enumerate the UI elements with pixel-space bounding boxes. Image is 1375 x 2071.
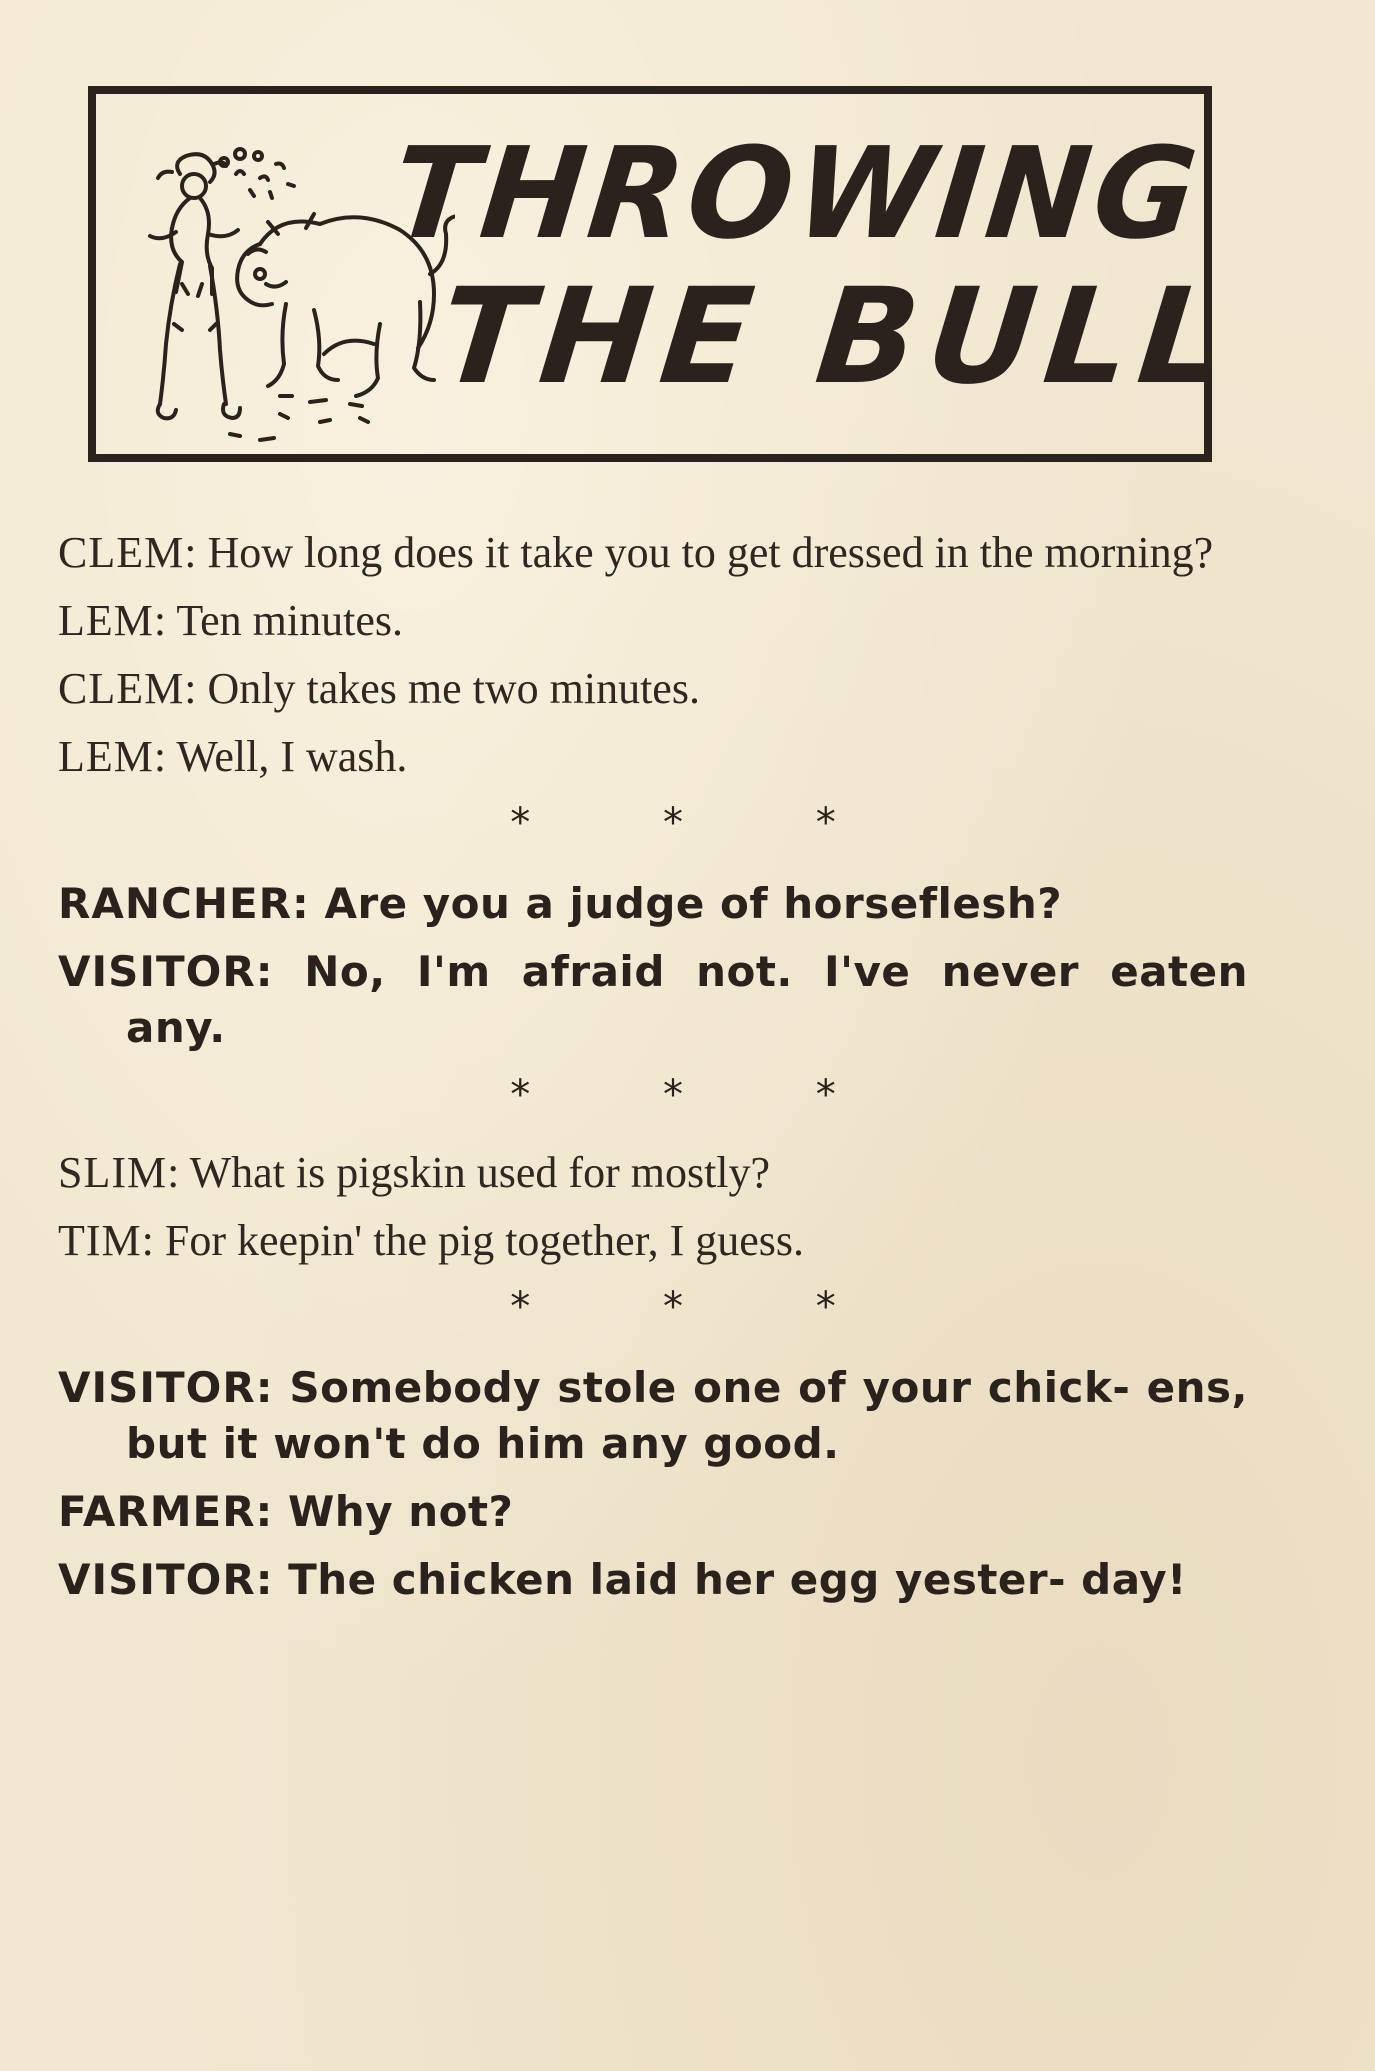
dialogue-line: RANCHER: Are you a judge of horseflesh? bbox=[58, 879, 1063, 928]
dialogue-text: Are you a judge of horseflesh? bbox=[324, 879, 1063, 928]
dialogue-text: Well, I wash. bbox=[176, 732, 408, 781]
joke-4 bbox=[58, 1360, 1248, 1608]
dialogue-line: VISITOR: Somebody stole one of your chick- ens, but it won't do him any good. bbox=[58, 1363, 1249, 1468]
speaker-name: VISITOR bbox=[58, 1555, 256, 1604]
dialogue-line: VISITOR: The chicken laid her egg yester- day! bbox=[58, 1555, 1187, 1604]
asterisk-separator: * * * bbox=[510, 800, 836, 846]
dialogue-text: For keepin' the pig together, I guess. bbox=[164, 1216, 805, 1265]
dialogue-text: Why not? bbox=[287, 1487, 514, 1536]
dialogue-line: VISITOR: No, I'm afraid not. I've never eaten any. bbox=[58, 947, 1248, 1052]
dialogue-line: CLEM: How long does it take you to get dressed in the morning? bbox=[58, 528, 1214, 577]
speaker-name: VISITOR bbox=[58, 947, 256, 996]
speaker-name: LEM bbox=[58, 732, 154, 781]
speaker-name: VISITOR bbox=[58, 1363, 256, 1412]
asterisk-separator: * * * bbox=[510, 1284, 836, 1330]
title-box bbox=[88, 86, 1242, 462]
dialogue-line: CLEM: Only takes me two minutes. bbox=[58, 664, 700, 713]
asterisk-separator: * * * bbox=[510, 1072, 836, 1118]
dialogue-line: SLIM: What is pigskin used for mostly? bbox=[58, 1148, 771, 1197]
jokes-content bbox=[58, 528, 1248, 1620]
joke-2 bbox=[58, 876, 1248, 1056]
dialogue-text: How long does it take you to get dressed in the morning? bbox=[207, 528, 1214, 577]
dialogue-text: Somebody stole one of your chick- ens, but it won't do him any good. bbox=[126, 1363, 1249, 1468]
speaker-name: LEM bbox=[58, 596, 154, 645]
title-line-1: THROWING bbox=[385, 120, 1208, 267]
dialogue-line: LEM: Well, I wash. bbox=[58, 732, 408, 781]
dialogue-line: FARMER: Why not? bbox=[58, 1487, 514, 1536]
joke-1 bbox=[58, 528, 1248, 782]
dialogue-line: LEM: Ten minutes. bbox=[58, 596, 403, 645]
title-line-2: THE BULL bbox=[432, 260, 1242, 414]
dialogue-line: TIM: For keepin' the pig together, I guess. bbox=[58, 1216, 805, 1265]
speaker-name: CLEM bbox=[58, 664, 185, 713]
joke-3 bbox=[58, 1148, 1248, 1266]
dialogue-text: Ten minutes. bbox=[176, 596, 403, 645]
dialogue-text: Only takes me two minutes. bbox=[207, 664, 700, 713]
speaker-name: CLEM bbox=[58, 528, 185, 577]
dialogue-text: The chicken laid her egg yester- day! bbox=[288, 1555, 1187, 1604]
dialogue-text: No, I'm afraid not. I've never eaten any. bbox=[126, 947, 1248, 1052]
dialogue-text: What is pigskin used for mostly? bbox=[189, 1148, 771, 1197]
speaker-name: RANCHER bbox=[58, 879, 293, 928]
speaker-name: SLIM bbox=[58, 1148, 168, 1197]
speaker-name: TIM bbox=[58, 1216, 142, 1265]
speaker-name: FARMER bbox=[58, 1487, 256, 1536]
